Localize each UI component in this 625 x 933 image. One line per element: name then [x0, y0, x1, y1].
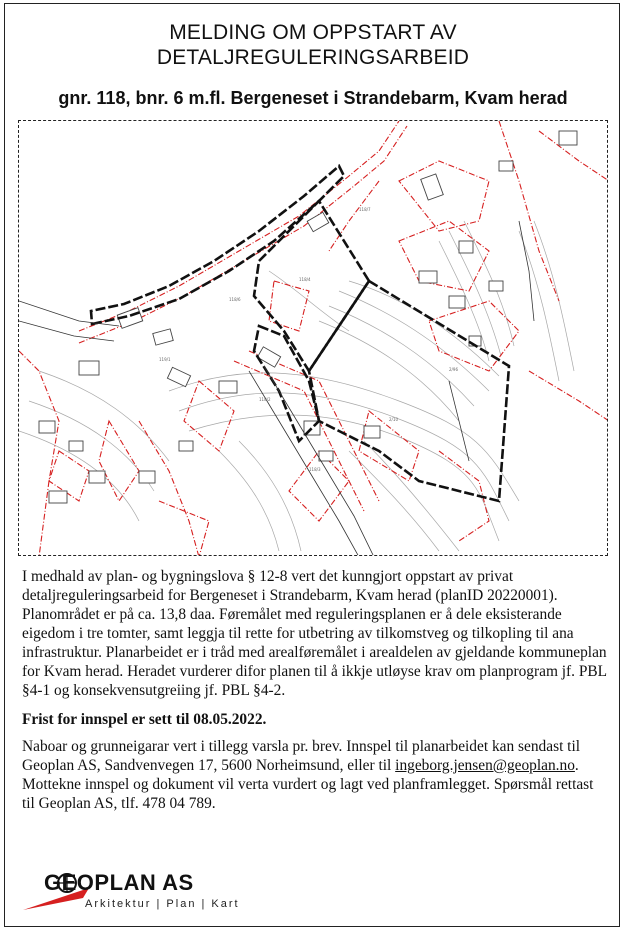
title-line-2: DETALJREGULERINGSARBEID [156, 46, 470, 69]
intro-paragraph: I medhald av plan- og bygningslova § 12-8 vert det kunngjort oppstart av privat detaljreguleringsarbeid for Bergeneset i Strandebarm, Kvam herad (planID 20220001). Planområdet er på ca. 13,8 daa. Føremålet med reguleringsplanen er å dele eksisterande eigedom i tre tomter, samt leggja til rette for utbetring av tilkomstveg og tilkopling til ana infrastruktur. Planarbeidet er i tråd med arealføremålet i arealdelen av gjeldande kommuneplan for Kvam herad. Heradet vurderer difor planen til å ikkje utløyse krav om planprogram jf. PBL §4-1 og konsekvensutgreiing jf. PBL §4-2. [22, 568, 607, 699]
title-line-1: MELDING OM OPPSTART AV [169, 21, 457, 44]
plan-map [18, 120, 608, 556]
logo-name: GEOPLAN AS [44, 870, 194, 895]
geoplan-logo [23, 870, 323, 918]
svg-text:2/96: 2/96 [449, 367, 458, 372]
svg-text:119/1: 119/1 [159, 357, 171, 362]
contact-email-link[interactable]: ingeborg.jensen@geoplan.no [395, 757, 575, 774]
svg-text:118/3: 118/3 [309, 467, 321, 472]
svg-text:118/6: 118/6 [229, 297, 241, 302]
contact-paragraph [22, 737, 610, 813]
svg-text:2/10: 2/10 [389, 417, 398, 422]
svg-text:118/4: 118/4 [299, 277, 311, 282]
plan-map-drawing [19, 121, 608, 556]
contact-text-part1: Naboar og grunneigarar vert i tillegg varsla pr. brev. Innspel til planarbeidet kan sendast til Geoplan AS, Sandvenvegen 17, 5600 Norheimsund, eller til [22, 738, 581, 774]
svg-text:118/2: 118/2 [259, 397, 271, 402]
subtitle: gnr. 118, bnr. 6 m.fl. Bergeneset i Strandebarm, Kvam herad [58, 88, 568, 108]
logo-tagline: Arkitektur | Plan | Kart [85, 898, 240, 910]
notice-body [22, 567, 610, 813]
svg-text:118/7: 118/7 [359, 207, 371, 212]
deadline-text: Frist for innspel er sett til 08.05.2022. [22, 711, 267, 728]
contact-text-part2: . Mottekne innspel og dokument vil verta vurdert og lagt ved planframlegget. Spørsmål rettast til Geoplan AS, tlf. 478 04 789. [22, 757, 594, 812]
contour-lines [19, 221, 574, 551]
notice-frame [4, 3, 620, 927]
